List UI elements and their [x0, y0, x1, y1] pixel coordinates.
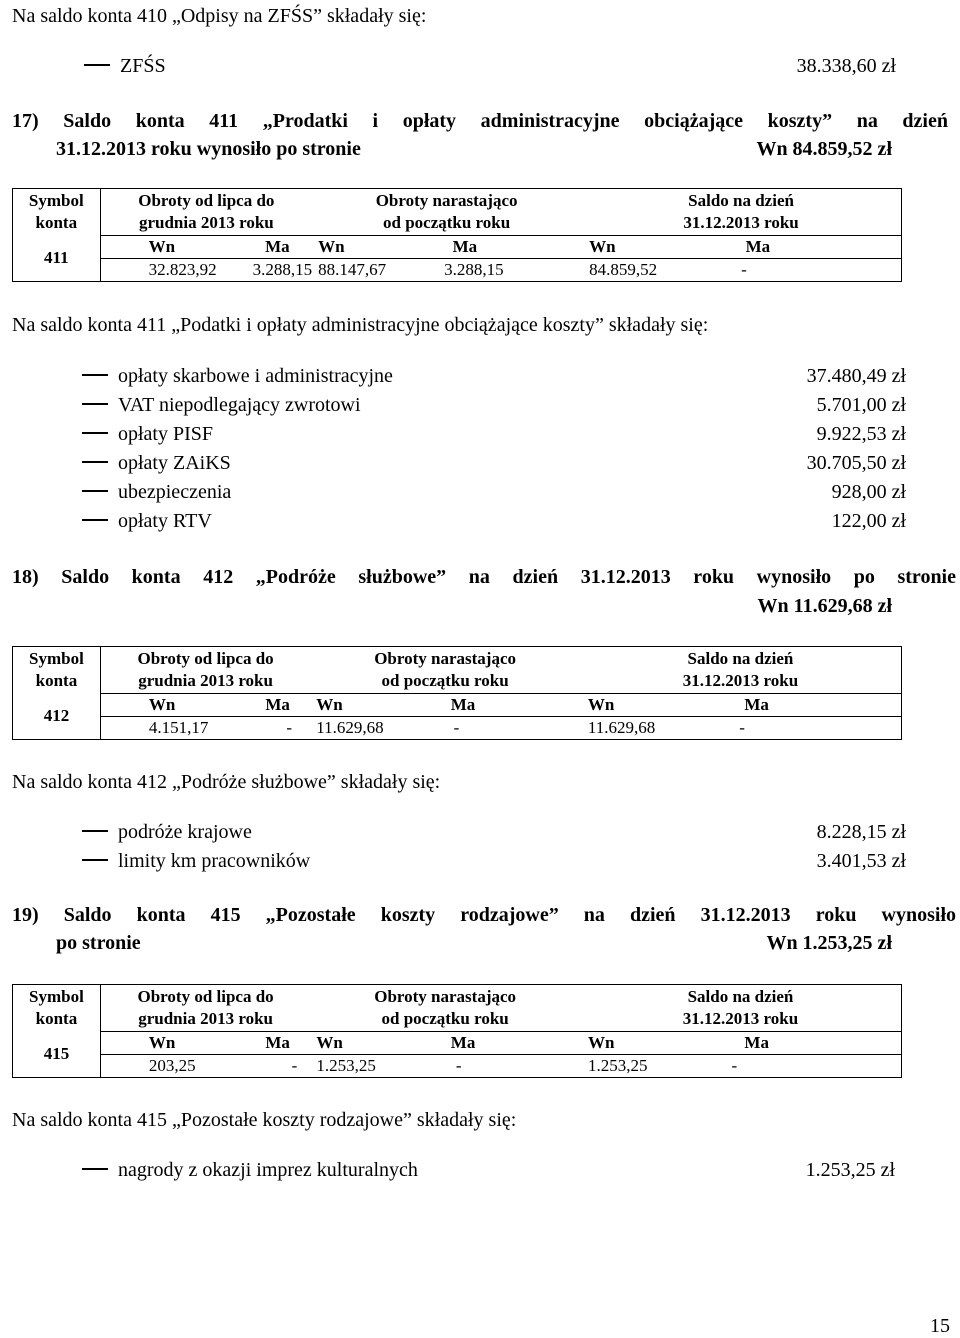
breakdown-item-amount: 3.401,53 zł [816, 850, 906, 872]
breakdown-item-label: opłaty skarbowe i administracyjne [118, 365, 393, 387]
value-row: 32.823,92 3.288,15 [100, 259, 312, 282]
intro-410-item-label: ZFŚS [120, 55, 166, 77]
header-turnover-cumulative: Obroty narastająco od początku roku [312, 189, 581, 236]
breakdown-item-amount: 8.228,15 zł [816, 821, 906, 843]
breakdown-item-label: opłaty RTV [118, 510, 212, 532]
account-table-415 [12, 984, 902, 1078]
header-symbol: Symbol konta [13, 189, 101, 236]
intro-410-text: Na saldo konta 410 „Odpisy na ZFŚS” składały się: [12, 5, 427, 27]
section-17-balance: Wn 84.859,52 zł [756, 138, 892, 160]
header-turnover-half: Obroty od lipca do grudnia 2013 roku [100, 985, 310, 1032]
breakdown-item-label: podróże krajowe [118, 821, 252, 843]
sub-wn: Wn Ma [100, 1031, 310, 1054]
sub-wn: Wn Ma [310, 693, 580, 716]
breakdown-415-title: Na saldo konta 415 „Pozostałe koszty rodzajowe” składały się: [12, 1109, 517, 1131]
breakdown-item-amount: 30.705,50 zł [806, 452, 906, 474]
header-balance: Saldo na dzień 31.12.2013 roku [581, 189, 901, 236]
breakdown-item-label: opłaty ZAiKS [118, 452, 231, 474]
account-symbol: 415 [13, 1031, 101, 1077]
breakdown-item-amount: 37.480,49 zł [806, 365, 906, 387]
breakdown-item-amount: 122,00 zł [831, 510, 906, 532]
bullet-dash [82, 490, 108, 492]
header-turnover-half: Obroty od lipca do grudnia 2013 roku [100, 189, 312, 236]
header-turnover-cumulative: Obroty narastająco od początku roku [310, 647, 580, 694]
breakdown-item-label: limity km pracowników [118, 850, 311, 872]
account-symbol: 411 [13, 236, 101, 282]
bullet-dash [82, 461, 108, 463]
section-17-heading-cont: 31.12.2013 roku wynosiło po stronie [56, 138, 361, 160]
breakdown-412-title: Na saldo konta 412 „Podróże służbowe” składały się: [12, 771, 441, 793]
breakdown-item-amount: 928,00 zł [831, 481, 906, 503]
intro-410-item-amount: 38.338,60 zł [796, 55, 896, 77]
value-row: 11.629,68 - [310, 716, 580, 739]
breakdown-item-label: VAT niepodlegający zwrotowi [118, 394, 361, 416]
sub-wn: Wn Ma [581, 236, 901, 259]
header-balance: Saldo na dzień 31.12.2013 roku [580, 985, 902, 1032]
account-table-412 [12, 646, 902, 740]
account-symbol: 412 [13, 693, 101, 739]
sub-wn: Wn Ma [312, 236, 581, 259]
sub-wn: Wn Ma [310, 1031, 580, 1054]
bullet-dash [82, 432, 108, 434]
value-row: 1.253,25 - [580, 1054, 902, 1077]
bullet-dash [82, 519, 108, 521]
value-row: 203,25 - [100, 1054, 310, 1077]
section-18-heading: 18) Saldo konta 412 „Podróże służbowe” na dzień 31.12.2013 roku wynosiło po stronie [12, 566, 956, 588]
section-18-balance: Wn 11.629,68 zł [757, 595, 892, 617]
breakdown-item-label: ubezpieczenia [118, 481, 232, 503]
breakdown-item-amount: 5.701,00 zł [816, 394, 906, 416]
account-table-411 [12, 188, 902, 282]
breakdown-item-amount: 1.253,25 zł [805, 1159, 895, 1181]
bullet-dash [84, 64, 110, 66]
bullet-dash [82, 374, 108, 376]
sub-wn: Wn Ma [100, 693, 310, 716]
breakdown-item-amount: 9.922,53 zł [816, 423, 906, 445]
sub-wn: Wn Ma [580, 693, 902, 716]
value-row: 1.253,25 - [310, 1054, 580, 1077]
breakdown-item-label: nagrody z okazji imprez kulturalnych [118, 1159, 418, 1181]
breakdown-411-title: Na saldo konta 411 „Podatki i opłaty administracyjne obciążające koszty” składały się: [12, 314, 709, 336]
section-19-heading-cont: po stronie [56, 932, 141, 954]
header-balance: Saldo na dzień 31.12.2013 roku [580, 647, 902, 694]
bullet-dash [82, 1168, 108, 1170]
sub-wn: Wn Ma [100, 236, 312, 259]
header-symbol: Symbol konta [13, 985, 101, 1032]
section-19-balance: Wn 1.253,25 zł [766, 932, 892, 954]
value-row: 4.151,17 - [100, 716, 310, 739]
value-row: 88.147,67 3.288,15 [312, 259, 581, 282]
breakdown-item-label: opłaty PISF [118, 423, 214, 445]
sub-wn: Wn Ma [580, 1031, 902, 1054]
bullet-dash [82, 830, 108, 832]
bullet-dash [82, 859, 108, 861]
value-row: 11.629,68 - [580, 716, 902, 739]
value-row: 84.859,52 - [581, 259, 901, 282]
section-19-heading: 19) Saldo konta 415 „Pozostałe koszty rodzajowe” na dzień 31.12.2013 roku wynosiło [12, 904, 956, 926]
header-turnover-cumulative: Obroty narastająco od początku roku [310, 985, 580, 1032]
bullet-dash [82, 403, 108, 405]
header-symbol: Symbol konta [13, 647, 101, 694]
section-17-heading: 17) Saldo konta 411 „Prodatki i opłaty administracyjne obciążające koszty” na dzień [12, 110, 948, 132]
page-number: 15 [930, 1315, 950, 1337]
header-turnover-half: Obroty od lipca do grudnia 2013 roku [100, 647, 310, 694]
